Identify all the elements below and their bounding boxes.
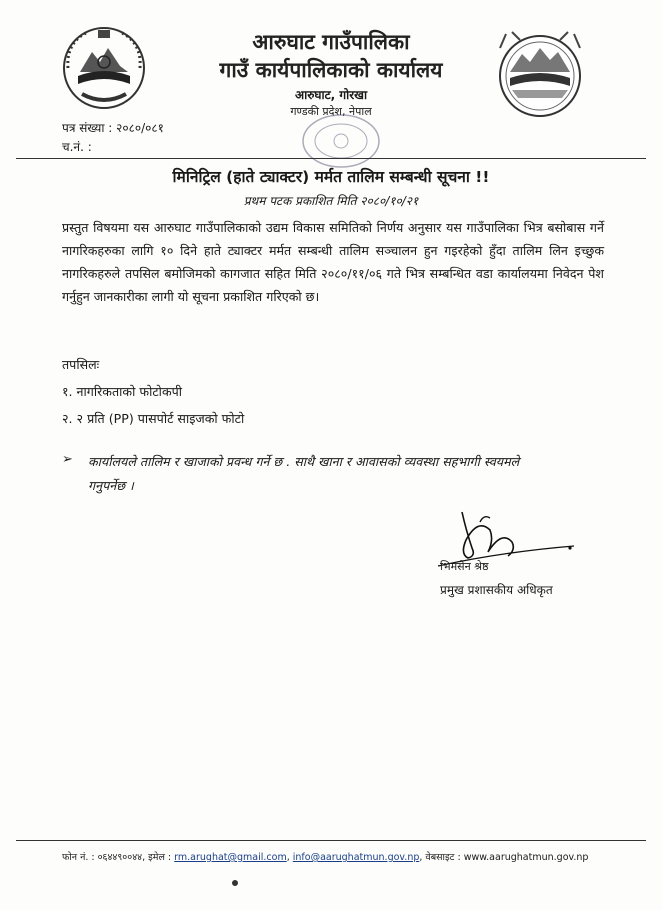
dispatch-number: च.नं. : (62, 140, 92, 154)
signer-title: प्रमुख प्रशासकीय अधिकृत (440, 583, 553, 597)
footer-divider (16, 840, 646, 841)
website-link[interactable]: www.aarughatmun.gov.np (463, 852, 589, 863)
header-divider (16, 158, 646, 159)
website-label: , वेबसाइट : (419, 852, 461, 863)
list-item: २. २ प्रति (PP) पासपोर्ट साइजको फोटो (62, 411, 245, 426)
signer-name: भिमसेन श्रेष्ठ (440, 560, 489, 573)
office-stamp (300, 112, 382, 170)
footer-contact: फोन नं. : ०६४४९००४४, इमेल : rm.arughat@gmail.com, info@aarughatmun.gov.np, वेबसाइट : www.aarughatmun.gov.np (62, 852, 589, 863)
notice-body: प्रस्तुत विषयमा यस आरुघाट गाउँपालिकाको उद्यम विकास समितिको निर्णय अनुसार यस गाउँपालिका भित्र बसोबास गर्ने नागरिकहरुका लागि १० दिने हाते ट्याक्टर मर्मत सम्बन्धी तालिम सञ्चालन हुन गइरहेको हुँदा तालिम लिन इच्छुक नागरिकहरुले तपसिल बमोजिमको कागजात सहित मिति २०८०/११/०६ गते भित्र सम्बन्धित वडा कार्यालयमा निवेदन पेश गर्नुहुन जानकारीका लागी यो सूचना प्रकाशित गरिएको छ। (62, 220, 604, 304)
office-title-line2: गाउँ कार्यपालिकाको कार्यालय (219, 58, 443, 82)
letter-number: पत्र संख्या : २०८०/०८१ (62, 121, 164, 135)
note-text: कार्यालयले तालिम र खाजाको प्रवन्ध गर्ने छ . साथै खाना र आवासको व्यवस्था सहभागी स्वयमले गनुपर्नेछ । (88, 454, 520, 493)
address-line1: आरुघाट, गोरखा (294, 88, 368, 102)
address-line2: गण्डकी प्रदेश, नेपाल (290, 105, 372, 118)
publication-date: प्रथम पटक प्रकाशित मिति २०८०/१०/२१ (243, 194, 419, 208)
arrow-bullet-icon: ➢ (62, 452, 73, 467)
office-title-line1: आरुघाट गाउँपालिका (252, 30, 410, 54)
email-link-1[interactable]: rm.arughat@gmail.com (174, 852, 287, 863)
list-heading: तपसिलः (62, 357, 100, 372)
notice-subject: मिनिट्रिल (हाते ट्याक्टर) मर्मत तालिम सम्बन्धी सूचना !! (172, 168, 490, 186)
footer-phone: फोन नं. : ०६४४९००४४, इमेल : (62, 852, 172, 863)
email-link-2[interactable]: info@aarughatmun.gov.np (292, 852, 420, 863)
ink-mark (232, 880, 238, 886)
list-item: १. नागरिकताको फोटोकपी (62, 384, 183, 399)
